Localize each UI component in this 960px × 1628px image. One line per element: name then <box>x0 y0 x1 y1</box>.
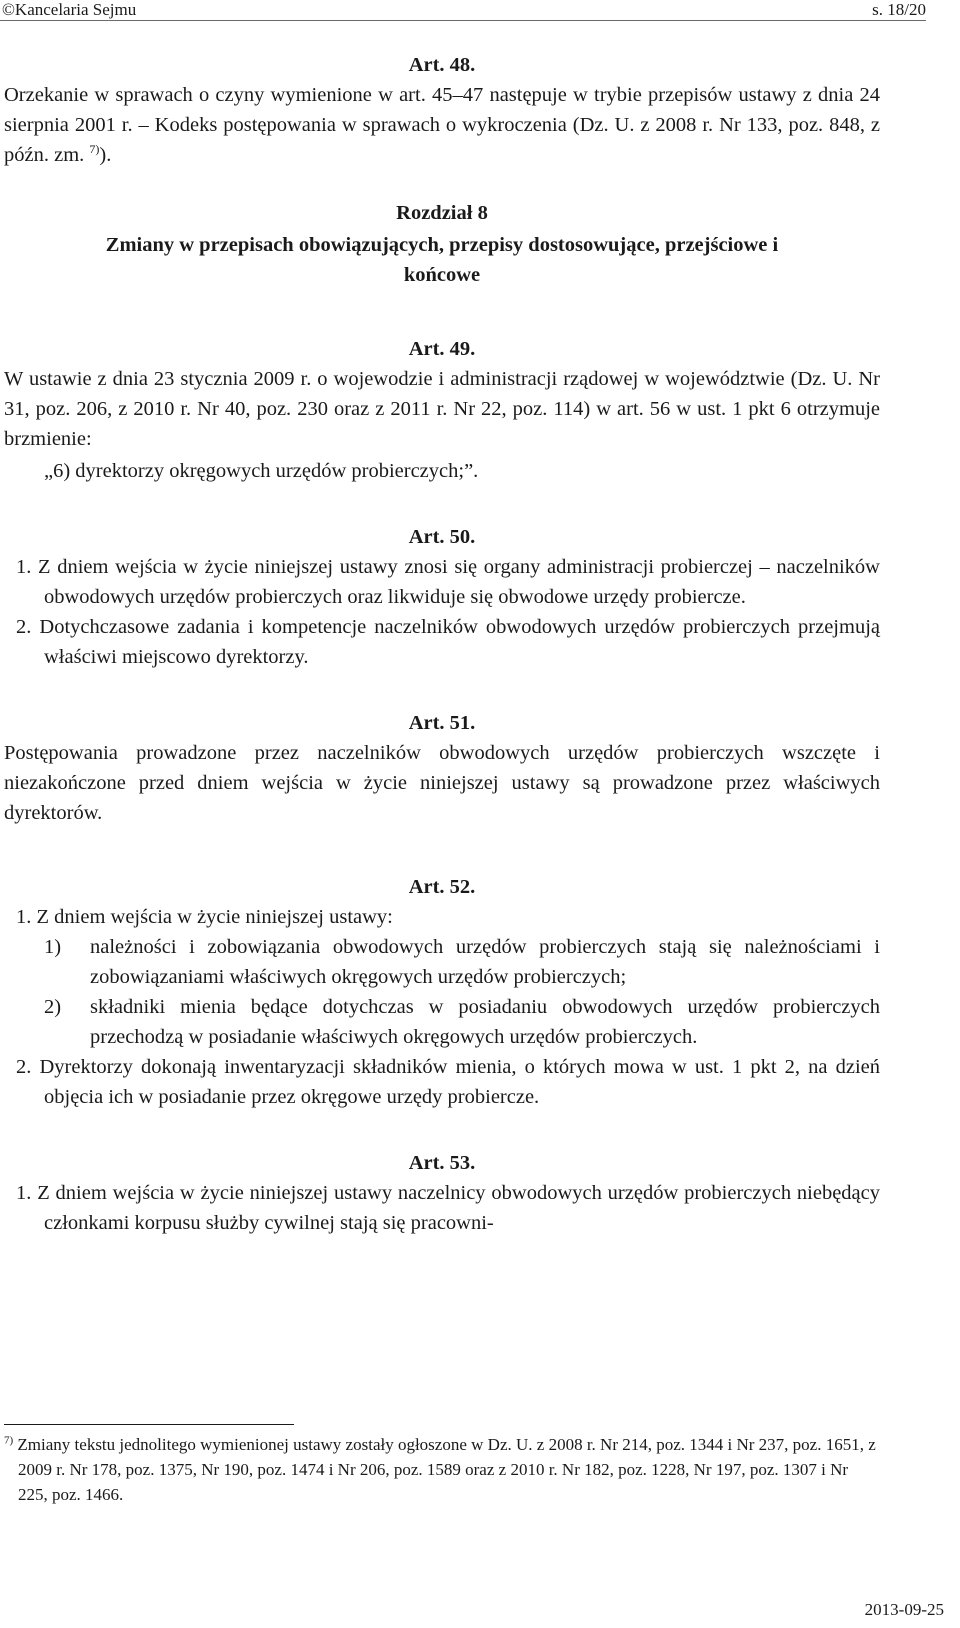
article-title: Art. 51. <box>408 712 476 734</box>
article-title: Art. 50. <box>408 526 476 548</box>
header-source: ©Kancelaria Sejmu <box>2 0 137 19</box>
article-48 <box>4 50 880 170</box>
footnote-ref[interactable]: 7) <box>89 142 100 157</box>
article-51 <box>4 708 880 828</box>
document-body <box>4 50 880 1238</box>
paragraph-2: 2. Dotychczasowe zadania i kompetencje naczelników obwodowych urzędów probierczych przejmują właściwi miejscowo dyrektorzy. <box>16 616 880 668</box>
article-text: W ustawie z dnia 23 stycznia 2009 r. o wojewodzie i administracji rządowej w województwie (Dz. U. Nr 31, poz. 206, z 2010 r. Nr 40, poz. 230 oraz z 2011 r. Nr 22, poz. 114) w art. 56 w ust. 1 pkt 6 otrzymuje brzmienie: <box>4 368 880 450</box>
article-title: Art. 49. <box>408 338 476 360</box>
article-53 <box>4 1148 880 1238</box>
publication-date: 2013-09-25 <box>864 1600 944 1619</box>
list-item <box>4 992 880 1052</box>
item-number: 1) <box>44 936 62 958</box>
footnote-mark: 7) <box>4 1434 14 1447</box>
article-title: Art. 53. <box>408 1152 476 1174</box>
footnote-text: $^{7)}$ Zmiany tekstu jednolitego wymienionej ustawy zostały ogłoszone w Dz. U. z 2008 r. Nr 214, poz. 1344 i Nr 237, poz. 1651, z 2009 r. Nr 178, poz. 1375, Nr 190, poz. 1474 i Nr 206, poz. 1589 oraz z 2010 r. Nr 182, poz. 1228, Nr 197, poz. 1307 i Nr 225, poz. 1466. <box>4 1434 876 1504</box>
article-text: Orzekanie w sprawach o czyny wymienione w art. 45–47 następuje w trybie przepisów ustawy z dnia 24 sierpnia 2001 r. – Kodeks postępowania w sprawach o wykroczenia (Dz. U. z 2008 r. Nr 133, poz. 848, z późn. zm. $^{7)}$). <box>4 84 880 166</box>
footnote-separator <box>4 1424 294 1425</box>
chapter-heading <box>4 198 880 290</box>
article-49 <box>4 334 880 486</box>
page-header <box>0 0 926 21</box>
list-item <box>4 932 880 992</box>
chapter-title: Rozdział 8 <box>396 202 488 224</box>
quoted-provision: „6) dyrektorzy okręgowych urzędów probierczych;”. <box>44 460 479 482</box>
item-text: należności i zobowiązania obwodowych urzędów probierczych stają się należnościami i zobowiązaniami właściwych okręgowych urzędów probierczych; <box>90 936 880 988</box>
paragraph-1: 1. Z dniem wejścia w życie niniejszej ustawy naczelnicy obwodowych urzędów probierczych niebędący członkami korpusu służby cywilnej stają się pracowni- <box>16 1182 880 1234</box>
article-title: Art. 52. <box>408 876 476 898</box>
item-text: składniki mienia będące dotychczas w posiadaniu obwodowych urzędów probierczych przechodzą w posiadanie właściwych okręgowych urzędów probierczych. <box>90 996 880 1048</box>
article-text: Postępowania prowadzone przez naczelników obwodowych urzędów probierczych wszczęte i niezakończone przed dniem wejścia w życie niniejszej ustawy są prowadzone przez właściwych dyrektorów. <box>4 742 880 824</box>
article-52 <box>4 872 880 1112</box>
paragraph-2: 2. Dyrektorzy dokonają inwentaryzacji składników mienia, o których mowa w ust. 1 pkt 2, na dzień objęcia ich w posiadanie przez okręgowe urzędy probiercze. <box>16 1056 880 1108</box>
footnote <box>4 1432 880 1507</box>
paragraph-1: 1. Z dniem wejścia w życie niniejszej ustawy znosi się organy administracji probierczej – naczelników obwodowych urzędów probierczych oraz likwiduje się obwodowe urzędy probiercze. <box>16 556 880 608</box>
article-title: Art. 48. <box>408 54 476 76</box>
page-number: s. 18/20 <box>872 0 926 19</box>
article-50 <box>4 522 880 672</box>
chapter-subtitle: Zmiany w przepisach obowiązujących, przepisy dostosowujące, przejściowe i końcowe <box>105 234 779 286</box>
paragraph-1: 1. Z dniem wejścia w życie niniejszej ustawy: <box>16 906 393 928</box>
item-number: 2) <box>44 996 62 1018</box>
